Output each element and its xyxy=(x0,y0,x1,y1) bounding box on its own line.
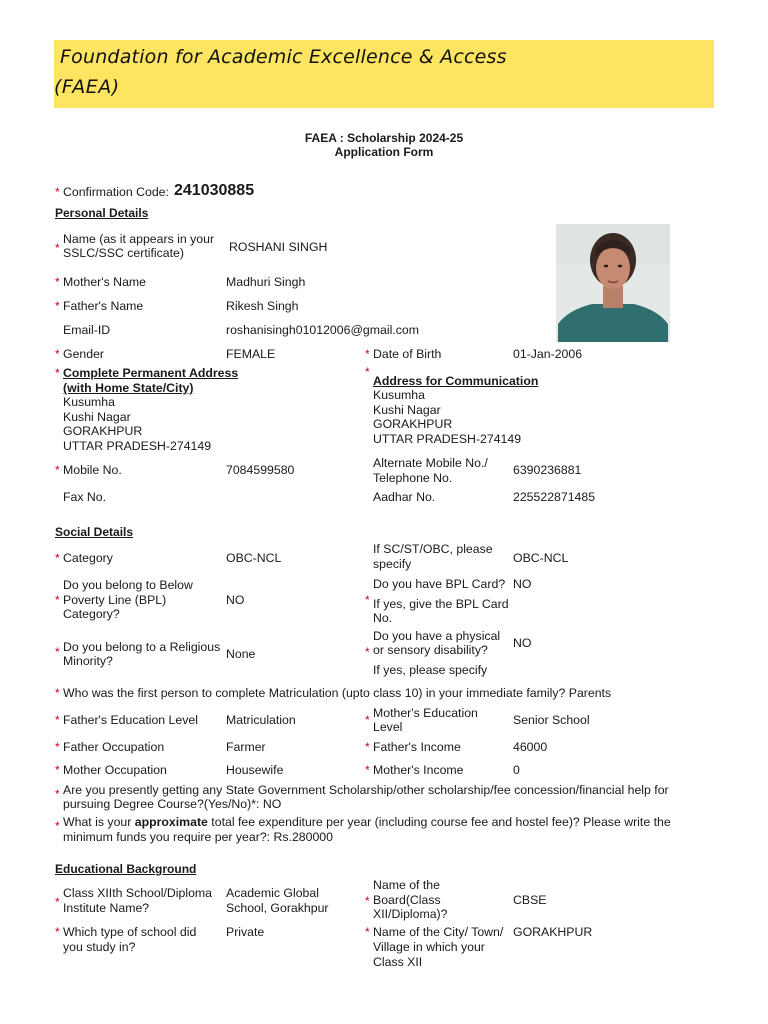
applicant-photo xyxy=(556,224,670,342)
bpl-label-line3: Category? xyxy=(63,607,120,621)
school-value-line1: Academic Global xyxy=(226,886,319,900)
required-asterisk: * xyxy=(365,365,370,379)
communication-address-line: GORAKHPUR xyxy=(373,417,453,431)
city-label-line2: Village in which your xyxy=(373,940,485,954)
required-asterisk: * xyxy=(365,763,370,777)
required-asterisk: * xyxy=(55,686,60,700)
father-occupation-label: Father Occupation xyxy=(63,740,165,754)
bpl-card-value: NO xyxy=(513,577,532,591)
required-asterisk: * xyxy=(55,463,60,477)
permanent-address-line: GORAKHPUR xyxy=(63,424,143,438)
school-type-label-line1: Which type of school did xyxy=(63,925,197,939)
bpl-label-line2: Poverty Line (BPL) xyxy=(63,593,167,607)
fee-question-emphasis: approximate xyxy=(134,815,208,829)
school-label-line2: Institute Name? xyxy=(63,901,150,915)
board-label-line2: Board(Class xyxy=(373,893,441,907)
bpl-label-line1: Do you belong to Below xyxy=(63,578,193,592)
required-asterisk: * xyxy=(365,925,370,939)
father-income-label: Father's Income xyxy=(373,740,461,754)
required-asterisk: * xyxy=(365,347,370,361)
fee-question-line2: minimum funds you require per year?: Rs.280000 xyxy=(63,830,333,844)
required-asterisk: * xyxy=(55,645,60,659)
dob-value: 01-Jan-2006 xyxy=(513,347,583,361)
communication-address-line: UTTAR PRADESH-274149 xyxy=(373,432,522,446)
confirmation-label: Confirmation Code: xyxy=(63,185,169,199)
required-asterisk: * xyxy=(55,551,60,565)
board-value: CBSE xyxy=(513,893,547,907)
minority-value: None xyxy=(226,647,256,661)
category-value: OBC-NCL xyxy=(226,551,282,565)
minority-label-line1: Do you belong to a Religious xyxy=(63,640,221,654)
email-label: Email-ID xyxy=(63,323,111,337)
required-asterisk: * xyxy=(55,787,60,801)
permanent-address-label-line1: Complete Permanent Address xyxy=(63,366,239,380)
city-value: GORAKHPUR xyxy=(513,925,593,939)
board-label-line1: Name of the xyxy=(373,878,440,892)
mobile-value: 7084599580 xyxy=(226,463,295,477)
disability-label-line2: or sensory disability? xyxy=(373,643,488,657)
org-name: Foundation for Academic Excellence & Access xyxy=(60,46,507,68)
required-asterisk: * xyxy=(365,713,370,727)
required-asterisk: * xyxy=(55,819,60,833)
section-educational-background: Educational Background xyxy=(55,862,197,876)
school-type-label-line2: you study in? xyxy=(63,940,136,954)
required-asterisk: * xyxy=(365,740,370,754)
scst-label-line2: specify xyxy=(373,557,412,571)
mother-education-label-line2: Level xyxy=(373,720,403,734)
required-asterisk: * xyxy=(55,185,60,199)
alt-mobile-label-line1: Alternate Mobile No./ xyxy=(373,456,488,470)
mother-name: Madhuri Singh xyxy=(226,275,306,289)
scst-value: OBC-NCL xyxy=(513,551,569,565)
mother-education-label-line1: Mother's Education xyxy=(373,706,478,720)
father-income-value: 46000 xyxy=(513,740,548,754)
required-asterisk: * xyxy=(365,894,370,908)
fee-question-line1 xyxy=(63,815,671,830)
required-asterisk: * xyxy=(55,713,60,727)
bpl-card-label: Do you have BPL Card? xyxy=(373,577,506,591)
communication-address-line: Kusumha xyxy=(373,388,425,402)
confirmation-code: 241030885 xyxy=(174,182,255,199)
alt-mobile-label-line2: Telephone No. xyxy=(373,471,453,485)
org-acronym: (FAEA) xyxy=(54,76,120,98)
father-education-label: Father's Education Level xyxy=(63,713,198,727)
required-asterisk: * xyxy=(55,275,60,289)
mother-occupation-value: Housewife xyxy=(226,763,284,777)
mother-education-value: Senior School xyxy=(513,713,590,727)
category-label: Category xyxy=(63,551,113,565)
bpl-card-no-label-line1: If yes, give the BPL Card xyxy=(373,597,509,611)
mother-occupation-label: Mother Occupation xyxy=(63,763,167,777)
bpl-card-no-label-line2: No. xyxy=(373,611,393,625)
gender-label: Gender xyxy=(63,347,105,361)
bpl-value: NO xyxy=(226,593,245,607)
permanent-address-label-line2: (with Home State/City) xyxy=(63,381,194,395)
disability-label-line1: Do you have a physical xyxy=(373,629,501,643)
aadhar-value: 225522871485 xyxy=(513,490,596,504)
city-label-line1: Name of the City/ Town/ xyxy=(373,925,504,939)
section-personal-details: Personal Details xyxy=(55,206,149,220)
alt-mobile-value: 6390236881 xyxy=(513,463,582,477)
required-asterisk: * xyxy=(365,593,370,607)
fee-question-text: total fee expenditure per year (including course fee and hostel fee)? Please write the xyxy=(207,815,671,829)
required-asterisk: * xyxy=(55,895,60,909)
disability-value: NO xyxy=(513,636,532,650)
required-asterisk: * xyxy=(55,763,60,777)
school-type-value: Private xyxy=(226,925,265,939)
form-subtitle: Application Form xyxy=(334,145,434,159)
school-label-line1: Class XIIth School/Diploma xyxy=(63,886,212,900)
scholarship-question-line1: Are you presently getting any State Government Scholarship/other scholarship/fee concession/financial help for xyxy=(63,783,669,797)
city-label-line3: Class XII xyxy=(373,955,423,969)
required-asterisk: * xyxy=(55,366,60,380)
person-photo-icon xyxy=(556,224,670,342)
required-asterisk: * xyxy=(55,740,60,754)
permanent-address-line: Kushi Nagar xyxy=(63,410,131,424)
mother-income-label: Mother's Income xyxy=(373,763,464,777)
father-name: Rikesh Singh xyxy=(226,299,299,313)
scst-label-line1: If SC/ST/OBC, please xyxy=(373,542,493,556)
required-asterisk: * xyxy=(55,347,60,361)
mother-name-label: Mother's Name xyxy=(63,275,146,289)
name-label-line1: Name (as it appears in your xyxy=(63,232,215,246)
required-asterisk: * xyxy=(365,645,370,659)
father-occupation-value: Farmer xyxy=(226,740,266,754)
fee-question-text: What is your xyxy=(63,815,135,829)
father-education-value: Matriculation xyxy=(226,713,296,727)
required-asterisk: * xyxy=(55,241,60,255)
email-value: roshanisingh01012006@gmail.com xyxy=(226,323,419,337)
required-asterisk: * xyxy=(55,299,60,313)
required-asterisk: * xyxy=(55,593,60,607)
father-name-label: Father's Name xyxy=(63,299,144,313)
school-value-line2: School, Gorakhpur xyxy=(226,901,329,915)
scholarship-question-line2: pursuing Degree Course?(Yes/No)*: NO xyxy=(63,797,282,811)
required-asterisk: * xyxy=(55,925,60,939)
applicant-name: ROSHANI SINGH xyxy=(229,240,328,254)
mobile-label: Mobile No. xyxy=(63,463,122,477)
gender-value: FEMALE xyxy=(226,347,276,361)
section-social-details: Social Details xyxy=(55,525,134,539)
aadhar-label: Aadhar No. xyxy=(373,490,436,504)
org-banner xyxy=(54,40,714,108)
communication-address-line: Kushi Nagar xyxy=(373,403,441,417)
minority-label-line2: Minority? xyxy=(63,654,113,668)
name-label-line2: SSLC/SSC certificate) xyxy=(63,246,184,260)
first-matric-question: Who was the first person to complete Matriculation (upto class 10) in your immediate family? Parents xyxy=(63,686,612,700)
disability-specify-label: If yes, please specify xyxy=(373,663,488,677)
mother-income-value: 0 xyxy=(513,763,520,777)
dob-label: Date of Birth xyxy=(373,347,442,361)
communication-address-label: Address for Communication xyxy=(373,374,539,388)
board-label-line3: XII/Diploma)? xyxy=(373,907,448,921)
permanent-address-line: Kusumha xyxy=(63,395,115,409)
fax-label: Fax No. xyxy=(63,490,107,504)
permanent-address-line: UTTAR PRADESH-274149 xyxy=(63,439,212,453)
form-title: FAEA : Scholarship 2024-25 xyxy=(304,131,464,145)
